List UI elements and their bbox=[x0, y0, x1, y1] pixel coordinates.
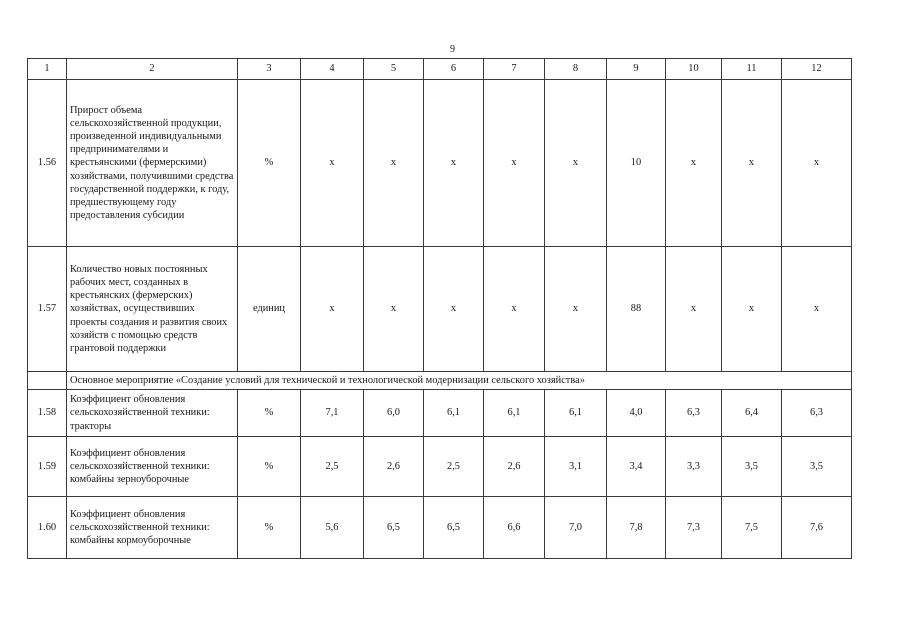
value-cell: 88 bbox=[607, 247, 666, 372]
value-cell: x bbox=[722, 80, 782, 247]
row-number: 1.58 bbox=[28, 390, 67, 437]
indicator-description: Прирост объема сельскохозяйственной продукции, произведенной индивидуальными предпринимателями и крестьянскими (фермерскими) хозяйствами, получившими средства государственной поддержки, к году, предшествующему году предоставления субсидии bbox=[67, 80, 238, 247]
table-row bbox=[28, 497, 852, 559]
table-row bbox=[28, 437, 852, 497]
header-row bbox=[28, 59, 852, 80]
value-cell: x bbox=[301, 80, 364, 247]
value-cell: x bbox=[722, 247, 782, 372]
value-cell: 3,5 bbox=[722, 437, 782, 497]
value-cell: 6,3 bbox=[666, 390, 722, 437]
value-cell: 6,6 bbox=[484, 497, 545, 559]
value-cell: x bbox=[484, 247, 545, 372]
value-cell: 2,6 bbox=[484, 437, 545, 497]
header-cell: 5 bbox=[364, 59, 424, 80]
value-cell: 6,4 bbox=[722, 390, 782, 437]
value-cell: 7,3 bbox=[666, 497, 722, 559]
value-cell: x bbox=[782, 247, 852, 372]
value-cell: x bbox=[364, 247, 424, 372]
value-cell: 10 bbox=[607, 80, 666, 247]
indicator-description: Количество новых постоянных рабочих мест, созданных в крестьянских (фермерских) хозяйствах, осуществивших проекты создания и развития своих хозяйств с помощью средств грантовой поддержки bbox=[67, 247, 238, 372]
row-number: 1.56 bbox=[28, 80, 67, 247]
value-cell: 5,6 bbox=[301, 497, 364, 559]
header-cell: 9 bbox=[607, 59, 666, 80]
value-cell: x bbox=[666, 247, 722, 372]
value-cell: 2,5 bbox=[301, 437, 364, 497]
row-number: 1.57 bbox=[28, 247, 67, 372]
value-cell: 7,5 bbox=[722, 497, 782, 559]
value-cell: 6,3 bbox=[782, 390, 852, 437]
value-cell: x bbox=[545, 80, 607, 247]
row-number: 1.59 bbox=[28, 437, 67, 497]
indicator-description: Коэффициент обновления сельскохозяйственной техники: тракторы bbox=[67, 390, 238, 437]
header-cell: 1 bbox=[28, 59, 67, 80]
value-cell: x bbox=[424, 80, 484, 247]
section-number-cell bbox=[28, 372, 67, 390]
table-row bbox=[28, 390, 852, 437]
value-cell: 6,5 bbox=[364, 497, 424, 559]
page-number: 9 bbox=[450, 44, 455, 55]
value-cell: 7,1 bbox=[301, 390, 364, 437]
value-cell: x bbox=[301, 247, 364, 372]
header-cell: 4 bbox=[301, 59, 364, 80]
value-cell: 3,1 bbox=[545, 437, 607, 497]
header-cell: 10 bbox=[666, 59, 722, 80]
header-cell: 11 bbox=[722, 59, 782, 80]
value-cell: x bbox=[666, 80, 722, 247]
value-cell: x bbox=[484, 80, 545, 247]
unit-cell: % bbox=[238, 80, 301, 247]
indicator-description: Коэффициент обновления сельскохозяйственной техники: комбайны кормоуборочные bbox=[67, 497, 238, 559]
value-cell: 7,8 bbox=[607, 497, 666, 559]
value-cell: 6,1 bbox=[484, 390, 545, 437]
header-cell: 3 bbox=[238, 59, 301, 80]
header-cell: 7 bbox=[484, 59, 545, 80]
value-cell: 2,5 bbox=[424, 437, 484, 497]
unit-cell: % bbox=[238, 437, 301, 497]
table-row bbox=[28, 247, 852, 372]
header-cell: 6 bbox=[424, 59, 484, 80]
value-cell: 6,1 bbox=[424, 390, 484, 437]
value-cell: 3,4 bbox=[607, 437, 666, 497]
value-cell: 6,1 bbox=[545, 390, 607, 437]
value-cell: x bbox=[545, 247, 607, 372]
indicators-table bbox=[27, 58, 852, 559]
value-cell: x bbox=[364, 80, 424, 247]
value-cell: 6,0 bbox=[364, 390, 424, 437]
row-number: 1.60 bbox=[28, 497, 67, 559]
unit-cell: % bbox=[238, 390, 301, 437]
section-row bbox=[28, 372, 852, 390]
value-cell: 7,6 bbox=[782, 497, 852, 559]
header-cell: 8 bbox=[545, 59, 607, 80]
value-cell: x bbox=[424, 247, 484, 372]
value-cell: 4,0 bbox=[607, 390, 666, 437]
unit-cell: единиц bbox=[238, 247, 301, 372]
indicator-description: Коэффициент обновления сельскохозяйственной техники: комбайны зерноуборочные bbox=[67, 437, 238, 497]
value-cell: 7,0 bbox=[545, 497, 607, 559]
value-cell: 2,6 bbox=[364, 437, 424, 497]
value-cell: x bbox=[782, 80, 852, 247]
header-cell: 12 bbox=[782, 59, 852, 80]
header-cell: 2 bbox=[67, 59, 238, 80]
table-row bbox=[28, 80, 852, 247]
section-title: Основное мероприятие «Создание условий для технической и технологической модернизации сельского хозяйства» bbox=[67, 372, 852, 390]
unit-cell: % bbox=[238, 497, 301, 559]
value-cell: 3,5 bbox=[782, 437, 852, 497]
value-cell: 3,3 bbox=[666, 437, 722, 497]
value-cell: 6,5 bbox=[424, 497, 484, 559]
